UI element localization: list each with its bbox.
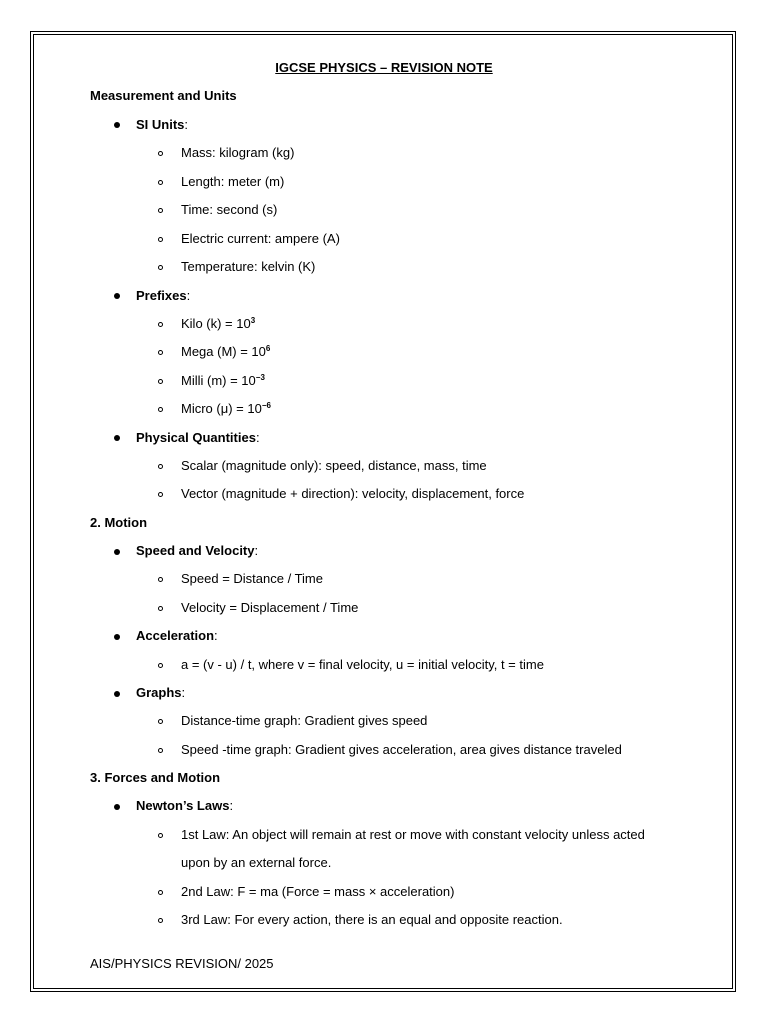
list-item [181,373,265,389]
prefix-text: Milli (m) = 10 [181,373,256,388]
list-item-heading [136,117,188,133]
exponent: 6 [265,344,271,353]
colon: : [184,117,189,132]
colon: : [181,685,186,700]
item-label: Graphs [136,685,182,700]
section-heading: Measurement and Units [90,88,237,103]
item-label: Speed and Velocity [136,543,255,558]
circle-bullet-icon [158,748,163,753]
circle-bullet-icon [158,151,163,156]
list-item-heading [136,543,258,559]
prefix-text: Micro (μ) = 10 [181,401,262,416]
circle-bullet-icon [158,663,163,668]
bullet-icon [114,691,120,697]
list-item: Distance-time graph: Gradient gives speed [181,713,428,728]
bullet-icon [114,435,120,441]
list-item-continuation: upon by an external force. [181,855,332,870]
exponent: −6 [261,401,271,410]
bullet-icon [114,804,120,810]
circle-bullet-icon [158,322,163,327]
circle-bullet-icon [158,265,163,270]
document-title: IGCSE PHYSICS – REVISION NOTE [275,60,493,75]
list-item: Temperature: kelvin (K) [181,259,316,274]
circle-bullet-icon [158,719,163,724]
item-label: Physical Quantities [136,430,256,445]
list-item-heading [136,628,218,644]
circle-bullet-icon [158,464,163,469]
bullet-icon [114,634,120,640]
circle-bullet-icon [158,833,163,838]
list-item: 1st Law: An object will remain at rest or move with constant velocity unless acted [181,827,645,842]
section-heading: 3. Forces and Motion [90,770,221,785]
list-item: Scalar (magnitude only): speed, distance, mass, time [181,458,487,473]
page-border-inner [33,34,733,989]
bullet-icon [114,122,120,128]
item-label: Prefixes [136,288,187,303]
list-item: Vector (magnitude + direction): velocity, displacement, force [181,486,525,501]
exponent: 3 [250,316,256,325]
list-item-heading [136,430,260,446]
circle-bullet-icon [158,180,163,185]
bullet-icon [114,549,120,555]
prefix-text: Mega (M) = 10 [181,344,266,359]
exponent: −3 [255,373,265,382]
page-footer: AIS/PHYSICS REVISION/ 2025 [90,956,274,971]
list-item: Electric current: ampere (A) [181,231,340,246]
list-item [181,316,255,332]
colon: : [254,543,259,558]
list-item: Length: meter (m) [181,174,285,189]
list-item-heading [136,798,233,814]
circle-bullet-icon [158,407,163,412]
bullet-icon [114,293,120,299]
circle-bullet-icon [158,890,163,895]
circle-bullet-icon [158,379,163,384]
list-item-heading [136,685,185,701]
list-item: Speed = Distance / Time [181,571,323,586]
colon: : [229,798,234,813]
item-label: Acceleration [136,628,215,643]
section-heading: 2. Motion [90,515,148,530]
colon: : [255,430,260,445]
circle-bullet-icon [158,918,163,923]
item-label: Newton’s Laws [136,798,230,813]
list-item: Speed -time graph: Gradient gives acceleration, area gives distance traveled [181,742,622,757]
colon: : [186,288,191,303]
circle-bullet-icon [158,350,163,355]
circle-bullet-icon [158,237,163,242]
list-item [181,344,270,360]
circle-bullet-icon [158,492,163,497]
list-item: 2nd Law: F = ma (Force = mass × acceleration) [181,884,455,899]
list-item: a = (v - u) / t, where v = final velocity, u = initial velocity, t = time [181,657,544,672]
prefix-text: Kilo (k) = 10 [181,316,251,331]
circle-bullet-icon [158,577,163,582]
list-item: Time: second (s) [181,202,278,217]
item-label: SI Units [136,117,185,132]
list-item: 3rd Law: For every action, there is an equal and opposite reaction. [181,912,563,927]
circle-bullet-icon [158,208,163,213]
colon: : [214,628,218,643]
list-item: Mass: kilogram (kg) [181,145,295,160]
list-item-heading [136,288,190,304]
list-item [181,401,271,417]
list-item: Velocity = Displacement / Time [181,600,359,615]
circle-bullet-icon [158,606,163,611]
